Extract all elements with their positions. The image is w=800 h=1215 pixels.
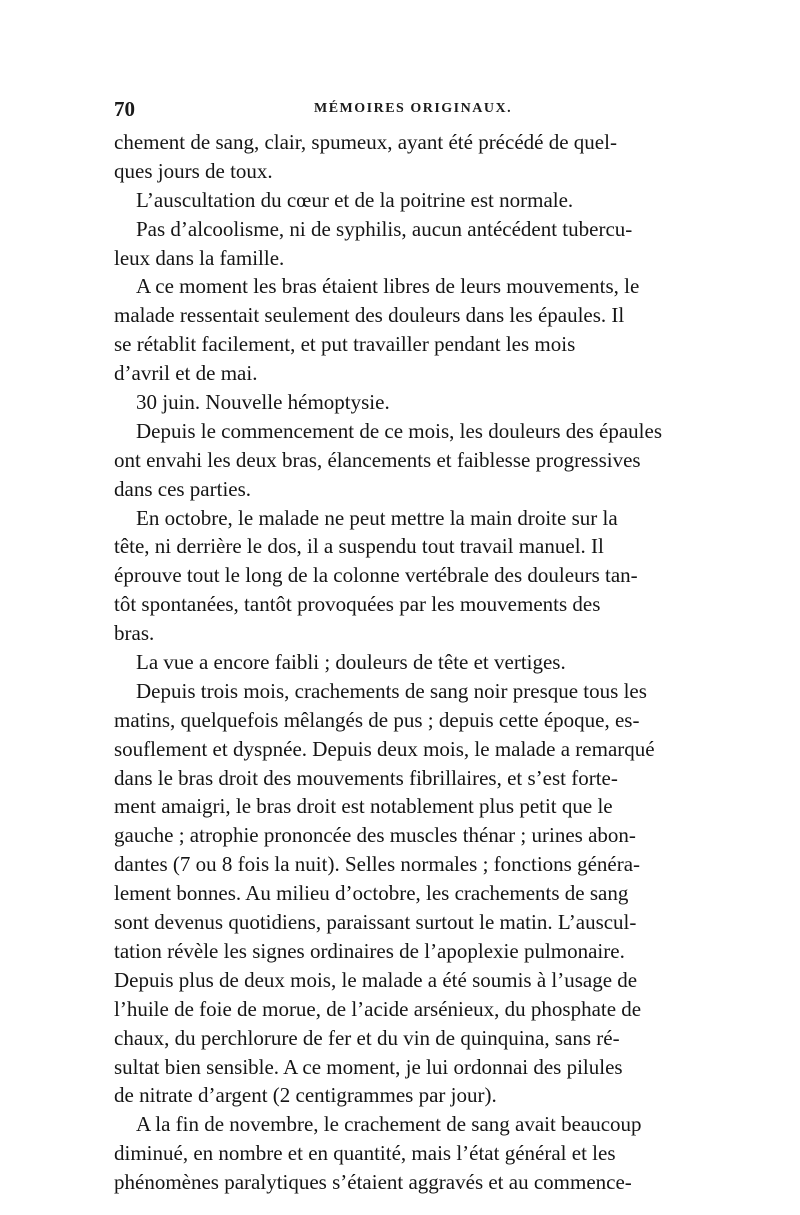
text-line: sont devenus quotidiens, paraissant surtout le matin. L’auscul- <box>114 910 637 935</box>
text-line: Depuis trois mois, crachements de sang noir presque tous les <box>136 678 647 703</box>
page-number: 70 <box>114 97 135 121</box>
text-line: souflement et dyspnée. Depuis deux mois, le malade a remarqué <box>114 736 655 761</box>
text-line: se rétablit facilement, et put travailler pendant les mois <box>114 332 576 357</box>
text-line: Depuis le commencement de ce mois, les douleurs des épaules <box>136 418 663 443</box>
text-line: ont envahi les deux bras, élancements et faiblesse progressives <box>114 447 641 472</box>
text-line: phénomènes paralytiques s’étaient aggravés et au commence- <box>114 1170 632 1195</box>
text-line: gauche ; atrophie prononcée des muscles thénar ; urines abon- <box>114 823 636 848</box>
text-line: En octobre, le malade ne peut mettre la main droite sur la <box>136 505 618 530</box>
text-line: éprouve tout le long de la colonne vertébrale des douleurs tan- <box>114 563 638 588</box>
text-line: bras. <box>114 621 155 646</box>
text-line: La vue a encore faibli ; douleurs de tête et vertiges. <box>136 650 566 675</box>
text-line: tête, ni derrière le dos, il a suspendu tout travail manuel. Il <box>114 534 604 559</box>
text-line: leux dans la famille. <box>114 245 285 270</box>
text-line: L’auscultation du cœur et de la poitrine est normale. <box>136 187 574 212</box>
text-line: chement de sang, clair, spumeux, ayant été précédé de quel- <box>114 130 617 154</box>
text-line: 30 juin. Nouvelle hémoptysie. <box>136 390 390 415</box>
text-line: matins, quelquefois mêlangés de pus ; depuis cette époque, es- <box>114 707 640 732</box>
text-line: Pas d’alcoolisme, ni de syphilis, aucun antécédent tubercu- <box>136 216 633 241</box>
text-line: A la fin de novembre, le crachement de sang avait beaucoup <box>136 1112 642 1137</box>
text-line: tation révèle les signes ordinaires de l’apoplexie pulmonaire. <box>114 938 625 963</box>
text-line: de nitrate d’argent (2 centigrammes par jour). <box>114 1083 497 1108</box>
text-line: ques jours de toux. <box>114 158 273 183</box>
text-line: tôt spontanées, tantôt provoquées par les mouvements des <box>114 592 601 617</box>
text-line: ment amaigri, le bras droit est notablement plus petit que le <box>114 794 613 819</box>
text-line: chaux, du perchlorure de fer et du vin de quinquina, sans ré- <box>114 1025 620 1050</box>
text-line: l’huile de foie de morue, de l’acide arsénieux, du phosphate de <box>114 996 642 1021</box>
text-line: dans ces parties. <box>114 476 252 501</box>
text-line: diminué, en nombre et en quantité, mais l’état général et les <box>114 1141 616 1166</box>
text-line: sultat bien sensible. A ce moment, je lui ordonnai des pilules <box>114 1054 623 1079</box>
running-head <box>114 97 694 125</box>
text-line: d’avril et de mai. <box>114 361 258 386</box>
text-line: dans le bras droit des mouvements fibrillaires, et s’est forte- <box>114 765 618 790</box>
text-line: dantes (7 ou 8 fois la nuit). Selles normales ; fonctions généra- <box>114 852 641 877</box>
text-line: Depuis plus de deux mois, le malade a été soumis à l’usage de <box>114 967 638 992</box>
text-line: lement bonnes. Au milieu d’octobre, les crachements de sang <box>114 881 629 906</box>
running-title: MÉMOIRES ORIGINAUX. <box>314 101 513 116</box>
text-line: A ce moment les bras étaient libres de leurs mouvements, le <box>136 274 640 299</box>
body-text <box>114 128 686 1197</box>
text-line: malade ressentait seulement des douleurs dans les épaules. Il <box>114 303 625 328</box>
